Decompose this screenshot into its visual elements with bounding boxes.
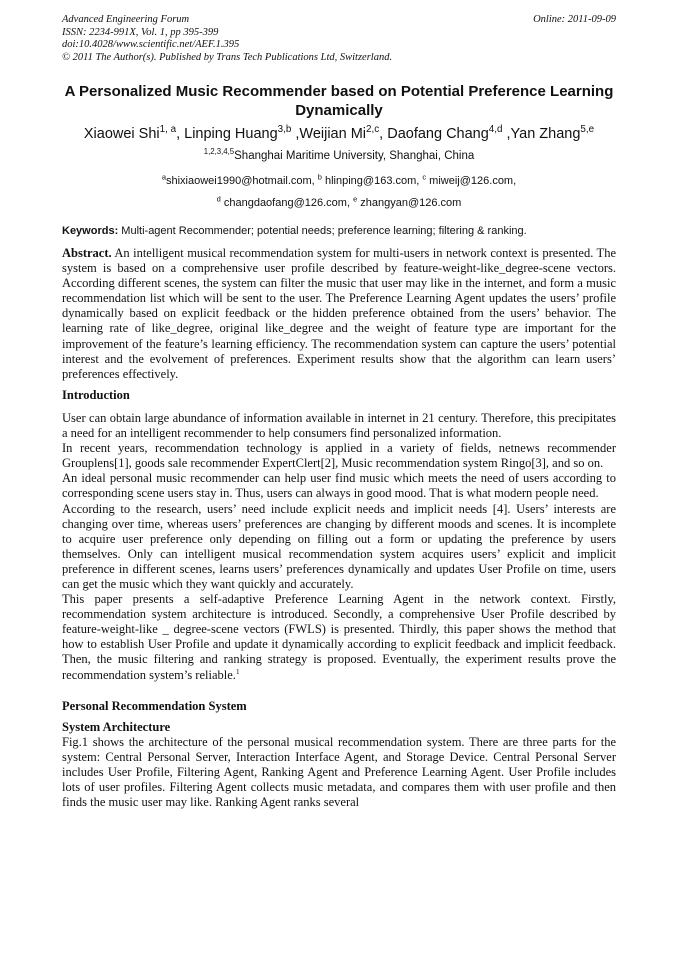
email-mark: a xyxy=(161,172,166,182)
intro-paragraph: In recent years, recommendation technology is applied in a variety of fields, netnews recommender Grouplens[1], goods sale recommender ExpertClert[2], Music recommendation system Ringo[3], and so on. xyxy=(62,441,616,471)
email-mark: e xyxy=(353,194,358,204)
section-paragraph: Fig.1 shows the architecture of the personal musical recommendation system. There are three parts for the system: Central Personal Server, Interaction Interface Agent, and Storage Device. Central Personal Server includes User Profile, Filtering Agent, Ranking Agent and Preference Learning Agent. User Profile includes lots of user profiles. Filtering Agent collects music metadata, and compares them with user profile and then finds the music user may like. Ranking Agent ranks several xyxy=(62,734,616,810)
doi-line: doi:10.4028/www.scientific.net/AEF.1.395 xyxy=(62,39,240,50)
email-mark: d xyxy=(216,194,221,204)
author-name: Yan Zhang xyxy=(510,126,581,142)
author-separator: , xyxy=(379,126,388,142)
keywords-label: Keywords: xyxy=(62,225,119,237)
affiliation-mark: 1,2,3,4,5 xyxy=(203,147,235,157)
email-line xyxy=(62,192,616,214)
email-mark: b xyxy=(317,172,322,182)
keywords xyxy=(62,224,616,238)
abstract-label: Abstract. xyxy=(62,246,112,260)
journal-name: Advanced Engineering Forum xyxy=(62,14,190,25)
author-separator: , xyxy=(176,126,185,142)
email-address: miweij@126.com, xyxy=(426,175,517,187)
author-separator: , xyxy=(502,126,511,142)
online-date: Online: 2011-09-09 xyxy=(533,14,616,25)
running-header xyxy=(62,14,616,64)
article-body xyxy=(62,246,616,810)
affiliation xyxy=(62,148,616,164)
author-list xyxy=(62,124,616,144)
copyright-line: © 2011 The Author(s). Published by Trans Tech Publications Ltd, Switzerland. xyxy=(62,51,393,63)
author-separator: , xyxy=(291,126,300,142)
abstract xyxy=(62,246,616,382)
author-affil-mark: 2,c xyxy=(366,124,380,136)
email-address: hlinping@163.com, xyxy=(321,175,423,187)
intro-paragraph: An ideal personal music recommender can help user find music which meets the need of users according to corresponding scene users stay in. Thus, users can always in good mood. That is what modern people need. xyxy=(62,471,616,501)
intro-paragraph xyxy=(62,592,616,683)
affiliation-text: Shanghai Maritime University, Shanghai, China xyxy=(234,150,475,162)
email-address: zhangyan@126.com xyxy=(357,197,462,209)
author-name: Daofang Chang xyxy=(387,126,489,142)
subsection-heading: System Architecture xyxy=(62,719,171,734)
issn-line: ISSN: 2234-991X, Vol. 1, pp 395-399 xyxy=(62,26,219,38)
keywords-text: Multi-agent Recommender; potential needs; preference learning; filtering & ranking. xyxy=(118,225,527,237)
intro-paragraph: User can obtain large abundance of information available in internet in 21 century. Therefore, this precipitates a need for an intelligent recommender to help consumers find personalized information. xyxy=(62,410,616,441)
author-affil-mark: 1, a xyxy=(159,124,177,136)
email-block xyxy=(62,170,616,214)
author-name: Linping Huang xyxy=(184,126,278,142)
author-name: Xiaowei Shi xyxy=(83,126,160,142)
section-heading: Personal Recommendation System xyxy=(62,698,247,713)
paper-title: A Personalized Music Recommender based on Potential Preference Learning Dynamically xyxy=(64,83,614,119)
footnote-mark: 1 xyxy=(235,666,240,676)
introduction-heading: Introduction xyxy=(62,387,130,402)
email-address: shixiaowei1990@hotmail.com, xyxy=(165,175,318,187)
author-affil-mark: 3,b xyxy=(277,124,292,136)
author-affil-mark: 5,e xyxy=(580,124,595,136)
author-affil-mark: 4,d xyxy=(488,124,503,136)
author-name: Weijian Mi xyxy=(299,126,367,142)
email-line xyxy=(62,170,616,192)
intro-paragraph-text: This paper presents a self-adaptive Preference Learning Agent in the network context. Firstly, recommendation system architecture is introduced. Secondly, a comprehensive User Profile described by feature-weight-like _ degree-scene vectors (FWLS) is presented. Thirdly, this paper shows the method that how to establish User Profile and update it dynamically according to explicit feedback and implicit feedback. Then, the music filtering and ranking strategy is proposed. Eventually, the experiment results prove the recommendation system’s reliable. xyxy=(62,592,616,682)
email-mark: c xyxy=(422,172,427,182)
abstract-text: An intelligent musical recommendation system for multi-users in network context is presented. The system is based on a comprehensive user profile described by feature-weight-like_degree-scene vectors. According different scenes, the system can filter the music that user may like in the internet, and form a music recommendation list which will be sent to the user. The Preference Learning Agent updates the users’ profile dynamically based on explicit feedback or the hidden preference obtained from the users’ behavior. The learning rate of like_degree, original like_degree and the weight of feature type are important for the improvement of the feature’s learning efficiency. The recommendation system can capture the users’ potential interest and the evolvement of preferences. Experiment results show that the algorithm can learn users’ preferences effectively. xyxy=(62,246,616,381)
intro-paragraph: According to the research, users’ need include explicit needs and implicit needs [4]. Users’ interests are changing over time, whereas users’ preferences are changing by different moods and scenes. It is incomplete to acquire user preference only depending on filling out a form or updating the preference by users themselves. Only can intelligent musical recommendation system acquires users’ explicit and implicit preference in different scenes, learns users’ preferences dynamically and updates User Profile on time, users can get the music which they want quickly and accurately. xyxy=(62,501,616,591)
email-address: changdaofang@126.com, xyxy=(220,197,354,209)
